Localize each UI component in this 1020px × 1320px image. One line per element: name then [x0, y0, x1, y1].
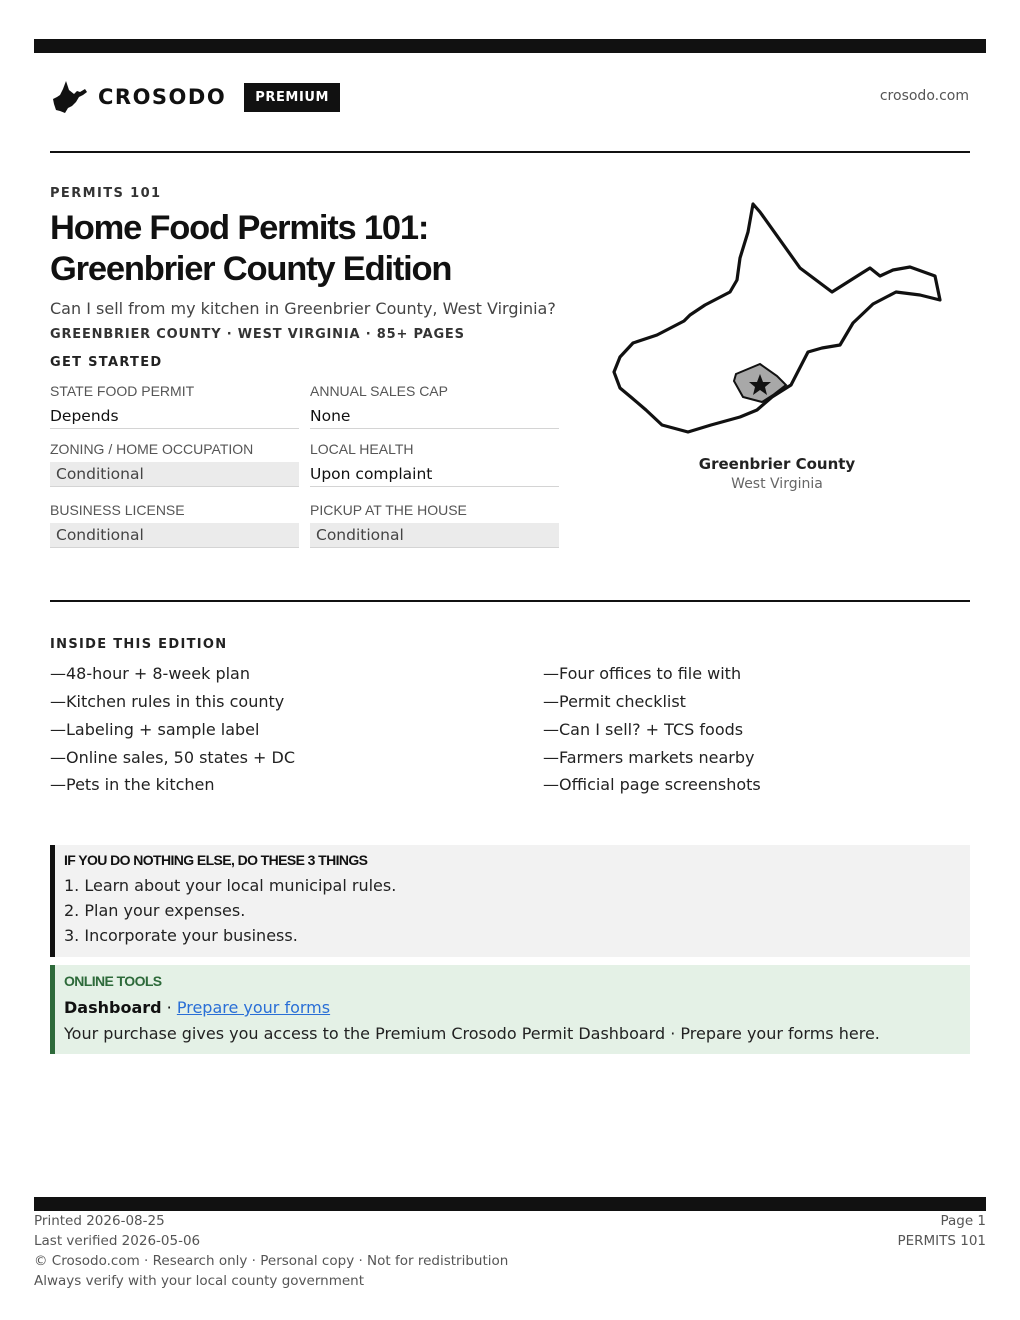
page-number: Page 1	[940, 1213, 986, 1229]
tools-row	[64, 997, 970, 1019]
west-virginia-state-icon	[52, 80, 88, 114]
map-state-name: West Virginia	[731, 476, 823, 492]
fact-label: ZONING / HOME OCCUPATION	[50, 441, 254, 457]
must-do-callout	[50, 845, 970, 957]
title-line-1: Home Food Permits 101:	[50, 209, 429, 247]
fact-value: Conditional	[50, 523, 299, 548]
prepare-forms-link[interactable]: Prepare your forms	[176, 998, 331, 1017]
toc-item[interactable]: —Pets in the kitchen	[50, 775, 215, 794]
copyright: © Crosodo.com · Research only · Personal copy · Not for redistribution	[34, 1253, 509, 1269]
separator: ·	[161, 998, 177, 1017]
site-url[interactable]: crosodo.com	[879, 88, 969, 104]
fact-label: PICKUP AT THE HOUSE	[310, 502, 467, 518]
fact-value: None	[310, 404, 559, 429]
fact-value: Conditional	[50, 462, 299, 487]
toc-item[interactable]: —Labeling + sample label	[50, 720, 260, 739]
fact-business-license	[50, 502, 299, 548]
toc-item[interactable]: —Official page screenshots	[543, 775, 761, 794]
disclaimer: Always verify with your local county government	[34, 1273, 364, 1289]
online-tools-callout	[50, 965, 970, 1054]
fact-state-food-permit	[50, 383, 299, 429]
fact-label: BUSINESS LICENSE	[50, 502, 185, 518]
fact-zoning	[50, 441, 299, 487]
printed-date: Printed 2026-08-25	[34, 1213, 165, 1229]
bottom-rule-bar	[34, 1197, 986, 1211]
brand[interactable]	[52, 80, 340, 114]
premium-badge: PREMIUM	[244, 83, 340, 112]
toc-item[interactable]: —48-hour + 8-week plan	[50, 664, 250, 683]
toc-item[interactable]: —Farmers markets nearby	[543, 748, 755, 767]
fact-label: ANNUAL SALES CAP	[310, 383, 448, 399]
top-rule-bar	[34, 39, 986, 53]
fact-value: Conditional	[310, 523, 559, 548]
edition-meta: GREENBRIER COUNTY · WEST VIRGINIA · 85+ PAGES	[50, 327, 465, 342]
footer-section: PERMITS 101	[897, 1233, 986, 1249]
fact-label: STATE FOOD PERMIT	[50, 383, 195, 399]
fact-annual-sales-cap	[310, 383, 559, 429]
get-started-label: GET STARTED	[50, 355, 163, 370]
must-do-list	[64, 873, 970, 948]
state-map	[600, 195, 950, 445]
inside-edition-label: INSIDE THIS EDITION	[50, 637, 228, 652]
toc-item[interactable]: —Kitchen rules in this county	[50, 692, 285, 711]
fact-local-health	[310, 441, 559, 487]
fact-pickup	[310, 502, 559, 548]
must-do-heading: IF YOU DO NOTHING ELSE, DO THESE 3 THINGS	[64, 852, 368, 868]
page-title	[50, 208, 590, 290]
west-virginia-outline	[614, 204, 940, 432]
tools-description: Your purchase gives you access to the Premium Crosodo Permit Dashboard · Prepare your forms here.	[64, 1024, 880, 1043]
must-do-item: 3. Incorporate your business.	[64, 926, 298, 945]
map-county-name: Greenbrier County	[698, 455, 856, 473]
verified-date: Last verified 2026-05-06	[34, 1233, 201, 1249]
section-divider	[50, 600, 970, 602]
must-do-item: 1. Learn about your local municipal rules.	[64, 876, 397, 895]
toc-item[interactable]: —Can I sell? + TCS foods	[543, 720, 744, 739]
dashboard-label: Dashboard	[64, 998, 162, 1017]
footer-left	[34, 1211, 508, 1291]
fact-value: Depends	[50, 404, 299, 429]
toc-item[interactable]: —Permit checklist	[543, 692, 686, 711]
online-tools-heading: ONLINE TOOLS	[64, 973, 162, 989]
must-do-item: 2. Plan your expenses.	[64, 901, 246, 920]
header-divider	[50, 151, 970, 153]
toc-item[interactable]: —Online sales, 50 states + DC	[50, 748, 296, 767]
fact-value: Upon complaint	[310, 462, 559, 487]
toc-item[interactable]: —Four offices to file with	[543, 664, 742, 683]
brand-name: CROSODO	[98, 85, 227, 109]
kicker: PERMITS 101	[50, 186, 162, 201]
footer-right	[897, 1211, 986, 1251]
title-line-2: Greenbrier County Edition	[50, 250, 452, 288]
subtitle: Can I sell from my kitchen in Greenbrier County, West Virginia?	[50, 299, 556, 318]
fact-label: LOCAL HEALTH	[310, 441, 414, 457]
